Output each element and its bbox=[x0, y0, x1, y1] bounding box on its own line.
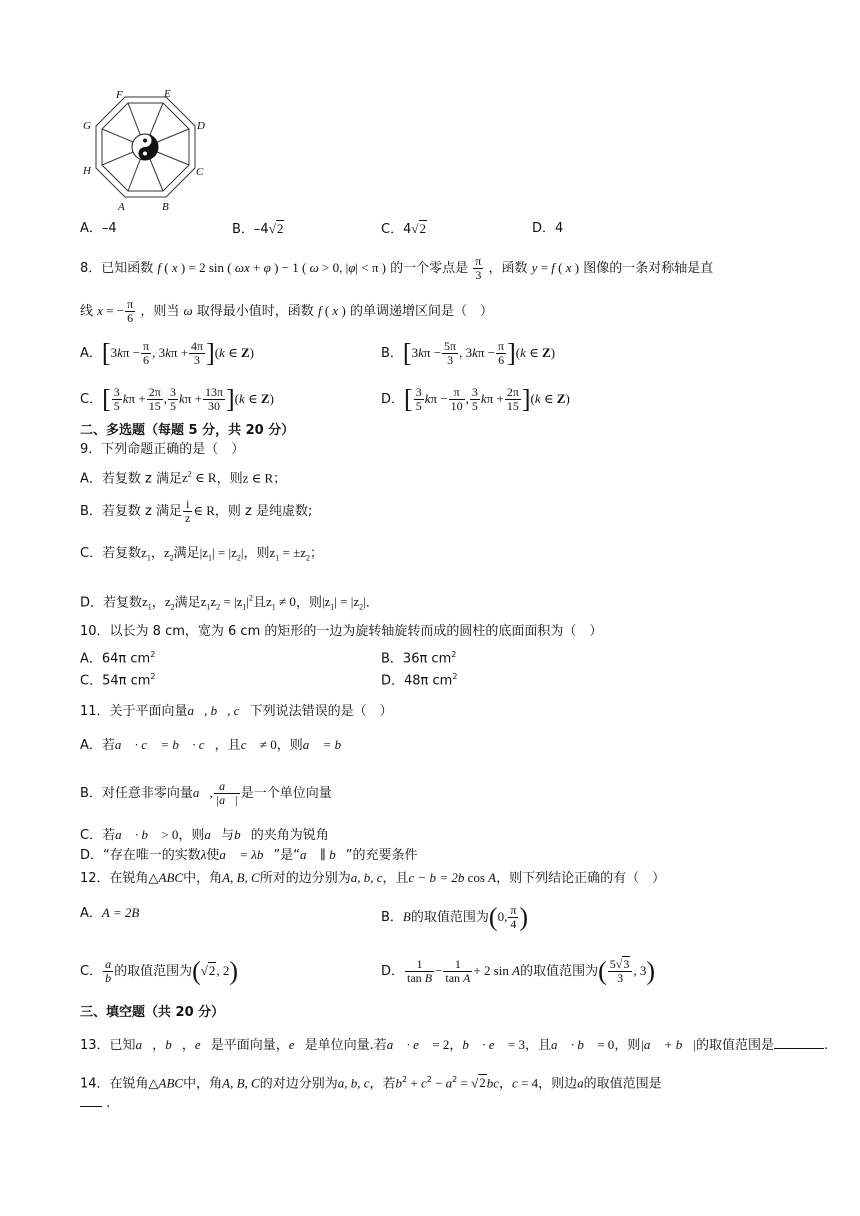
q12-t1: 12．在锐角 bbox=[80, 871, 149, 886]
q11-c-t4: 的夹角为锐角 bbox=[250, 828, 329, 843]
q11-option-d[interactable]: D．“存在唯一的实数λ使a⃗ = λb⃗”是“a⃗ ∥ b⃗”的充要条件 bbox=[80, 847, 418, 863]
q9-c-t2: ， bbox=[150, 546, 164, 561]
q12-t5: ，则下列结论正确的有（ ） bbox=[496, 871, 666, 886]
q7-b-rad: 2 bbox=[276, 221, 284, 236]
q12-b-t2: 的取值范围为 bbox=[410, 910, 489, 925]
q11-d-t4: ”的充要条件 bbox=[345, 848, 418, 863]
q12-t2: 中，角 bbox=[183, 871, 223, 886]
q8-t3: ，函数 bbox=[488, 261, 528, 276]
q7-option-c[interactable]: C．4√2 bbox=[381, 221, 426, 237]
q11-t2: 下列说法错误的是（ ） bbox=[249, 704, 393, 719]
q12-t4: ，且 bbox=[382, 871, 409, 886]
q9-b-t2: ，则 z 是纯虚数; bbox=[214, 504, 313, 519]
q8-option-d[interactable]: D．[ $\frac{3}{5}$ kπ − $\frac{\pi}{10}$ , $\frac{3}{5}$ kπ + $\frac{2\pi}{15}$ ](k ∈ Z) bbox=[381, 384, 570, 414]
q14-answer-line: . bbox=[80, 1095, 110, 1113]
q11-d-t3: ”是“ bbox=[273, 848, 301, 863]
q11-c-t1: C．若 bbox=[80, 828, 116, 843]
q9-d-t2: ， bbox=[151, 595, 165, 611]
q9-a-t1: A．若复数 z 满足 bbox=[80, 471, 182, 487]
q10-c-text: C．54π cm bbox=[80, 673, 151, 689]
label-b: B bbox=[162, 201, 169, 213]
section-multiple-choice: 二、多选题（每题 5 分，共 20 分） bbox=[80, 423, 295, 438]
q9-stem: 9．下列命题正确的是（ ） bbox=[80, 442, 245, 457]
q8-option-a[interactable]: A．[3kπ − $\frac{\pi}{6}$ , 3kπ + $\frac{4\pi}{3}$ ](k ∈ Z) bbox=[80, 338, 255, 368]
q13-t1: 13．已知 bbox=[80, 1038, 136, 1053]
q9-a-t3: ； bbox=[273, 471, 287, 487]
q8-t1: 8．已知函数 bbox=[80, 261, 154, 276]
q10-option-d[interactable]: D．48π $cm^2$ bbox=[381, 672, 458, 689]
q13-text: 13．已知a⃗，b⃗，e⃗是平面向量，e⃗是单位向量.若a⃗ · e⃗ = 2，b⃗ · e⃗ = 3，且a⃗ · b⃗ = 0，则|a⃗ + b⃗|的取值范围是 . bbox=[80, 1037, 829, 1053]
q11-b-t1: B．对任意非零向量 bbox=[80, 786, 193, 801]
q9-option-c[interactable]: C．若复数$z_1$，$z_2$满足$|z_1| = |z_2|$，则$z_1 = \pm z_2$； bbox=[80, 545, 324, 563]
q8-t2: 的一个零点是 bbox=[390, 261, 469, 276]
q10-d-text: D．48π cm bbox=[381, 673, 453, 689]
q12-c-t1: C． bbox=[80, 964, 103, 979]
q11-option-b[interactable]: B．对任意非零向量a⃗, $\frac{a⃗}{|a⃗|}$ 是一个单位向量 bbox=[80, 779, 332, 807]
q14-t2: 中，角 bbox=[183, 1076, 223, 1092]
q7-option-a[interactable]: A．–4 bbox=[80, 221, 117, 236]
q7-option-d[interactable]: D．4 bbox=[532, 221, 564, 236]
q11-a-t1: A．若 bbox=[80, 738, 115, 753]
label-d: D bbox=[197, 120, 205, 132]
q13-t4: 是平面向量， bbox=[210, 1038, 289, 1053]
q13-t9: 的取值范围是 bbox=[695, 1038, 774, 1053]
q11-a-t2: ，且 bbox=[214, 738, 241, 753]
q8-t6: ，则当 bbox=[140, 304, 180, 319]
q8-option-b[interactable]: B．[3kπ − $\frac{5\pi}{3}$ , 3kπ − $\frac{\pi}{6}$ ](k ∈ Z) bbox=[381, 338, 556, 368]
q13-t5: 是单位向量.若 bbox=[304, 1038, 387, 1053]
label-g: G bbox=[83, 120, 91, 132]
q11-option-c[interactable]: C．若a⃗ · b⃗ > 0，则a⃗与b⃗的夹角为锐角 bbox=[80, 827, 329, 843]
q9-c-t5: ； bbox=[310, 546, 324, 561]
section-fill-in: 三、填空题（共 20 分） bbox=[80, 1005, 225, 1020]
q13-t2: ， bbox=[152, 1038, 166, 1053]
q9-d-t4: 且 bbox=[253, 595, 267, 611]
q12-option-d[interactable]: D． $\frac{1}{\text{tan B}}$ − $\frac{1}{\text{tan A}}$ + 2 sin A的取值范围为( $\frac{5√3}{3}$ , 3) bbox=[381, 956, 656, 986]
q14-t7: 的取值范围是 bbox=[583, 1076, 662, 1092]
q14-text: 14．在锐角△ABC中，角A, B, C的对边分别为a, b, c，若$b^2 + c^2 - a^2 = √2bc$，c = 4，则边a的取值范围是 bbox=[80, 1075, 662, 1092]
q14-t3: 的对边分别为 bbox=[259, 1076, 338, 1092]
q11-b-t2: 是一个单位向量 bbox=[240, 786, 332, 801]
q10-b-text: B．36π cm bbox=[381, 651, 452, 667]
q8-t7: 取得最小值时，函数 bbox=[196, 304, 314, 319]
q13-t6: ， bbox=[449, 1038, 463, 1053]
label-c: C bbox=[196, 166, 204, 178]
q9-b-t1: B．若复数 z 满足 bbox=[80, 504, 183, 519]
q9-option-d[interactable]: D．若复数$z_1$，$z_2$满足$z_1z_2 = |z_1|^2$且$z_1 \ne 0$，则$|z_1| = |z_2|$． bbox=[80, 594, 379, 612]
q11-d-t1: D．“存在唯一的实数 bbox=[80, 848, 201, 863]
q10-option-a[interactable]: A．64π $cm^2$ bbox=[80, 650, 156, 667]
q8-d-label: D． bbox=[381, 392, 405, 407]
q12-stem: 12．在锐角△ABC中，角A, B, C所对的边分别为a, b, c，且c − b = 2b cos A，则下列结论正确的有（ ） bbox=[80, 870, 666, 886]
q8-t8: 的单调递增区间是（ ） bbox=[349, 304, 493, 319]
q11-stem: 11．关于平面向量a⃗, b⃗, c⃗下列说法错误的是（ ） bbox=[80, 703, 393, 719]
q8-a-label: A． bbox=[80, 346, 102, 361]
q12-d-t1: D． bbox=[381, 964, 405, 979]
octagon-taiji-figure bbox=[78, 86, 218, 216]
q8-t4: 图像的一条对称轴是直 bbox=[583, 261, 714, 276]
q12-t3: 所对的边分别为 bbox=[259, 871, 351, 886]
q9-option-b[interactable]: B．若复数 z 满足 $\frac{i}{z}$ ∈ R，则 z 是纯虚数; bbox=[80, 497, 313, 525]
q12-option-a[interactable]: A．A = 2B bbox=[80, 905, 140, 921]
q11-d-t2: 使 bbox=[206, 848, 220, 863]
q7-c-text: C．4 bbox=[381, 222, 412, 237]
q9-a-t2: ，则 bbox=[216, 471, 243, 487]
q9-c-t3: 满足 bbox=[173, 546, 200, 561]
q14-t5: ， bbox=[499, 1076, 513, 1092]
label-f: F bbox=[116, 89, 123, 101]
q8-c-label: C． bbox=[80, 392, 103, 407]
q12-option-c[interactable]: C． $\frac{a}{b}$ 的取值范围为(√2, 2) bbox=[80, 956, 239, 986]
q8-t5: 线 bbox=[80, 304, 94, 319]
q12-option-b[interactable]: B．B的取值范围为(0, $\frac{\pi}{4}$ ) bbox=[381, 902, 529, 932]
q14-t4: ，若 bbox=[369, 1076, 396, 1092]
label-a: A bbox=[118, 201, 125, 213]
q9-d-t6: ． bbox=[365, 595, 379, 611]
q8-b-label: B． bbox=[381, 346, 403, 361]
q7-option-b[interactable]: B．–4√2 bbox=[232, 221, 284, 237]
q11-a-t3: ，则 bbox=[276, 738, 303, 753]
q13-t7: ，且 bbox=[524, 1038, 551, 1053]
q8-line2: 线 x = − $\frac{\pi}{6}$ ，则当 ω 取得最小值时，函数 f ( x ) 的单调递增区间是（ ） bbox=[80, 297, 493, 325]
q14-t6: ，则边 bbox=[538, 1076, 578, 1092]
label-e: E bbox=[164, 88, 171, 100]
q12-d-t2: 的取值范围为 bbox=[520, 964, 599, 979]
q9-option-a[interactable]: A．若复数 z 满足$z^2$ ∈ R，则z ∈ R； bbox=[80, 470, 287, 487]
q11-option-a[interactable]: A．若a⃗ · c⃗ = b⃗ · c⃗，且c⃗ ≠ 0，则a⃗ = b⃗ bbox=[80, 737, 352, 753]
q9-d-t3: 满足 bbox=[174, 595, 201, 611]
q10-option-c[interactable]: C．54π $cm^2$ bbox=[80, 672, 156, 689]
q12-c-t2: 的取值范围为 bbox=[114, 964, 193, 979]
q13-t8: ，则 bbox=[614, 1038, 641, 1053]
q9-d-t5: ，则 bbox=[295, 595, 322, 611]
q11-t1: 11．关于平面向量 bbox=[80, 704, 188, 719]
q9-d-t1: D．若复数 bbox=[80, 595, 143, 611]
q9-c-t1: C．若复数 bbox=[80, 546, 142, 561]
q9-c-t4: ，则 bbox=[243, 546, 270, 561]
q13-answer-blank[interactable] bbox=[774, 1048, 824, 1049]
q12-a-t1: A． bbox=[80, 906, 102, 921]
q10-option-b[interactable]: B．36π $cm^2$ bbox=[381, 650, 457, 667]
q10-a-text: A．64π cm bbox=[80, 651, 151, 667]
q11-c-t3: 与 bbox=[221, 828, 235, 843]
q8-option-c[interactable]: C．[ $\frac{3}{5}$ kπ + $\frac{2\pi}{15}$ , $\frac{3}{5}$ kπ + $\frac{13\pi}{30}$ ](k ∈ Z) bbox=[80, 384, 274, 414]
q14-answer-blank[interactable] bbox=[80, 1106, 102, 1107]
q14-t1: 14．在锐角 bbox=[80, 1076, 149, 1092]
q10-stem: 10．以长为 8 cm，宽为 6 cm 的矩形的一边为旋转轴旋转而成的圆柱的底面面积为（ ） bbox=[80, 624, 603, 639]
q7-b-text: B．–4 bbox=[232, 222, 269, 237]
q11-c-t2: ，则 bbox=[178, 828, 205, 843]
q13-t3: ， bbox=[181, 1038, 195, 1053]
q12-b-t1: B． bbox=[381, 910, 403, 925]
q7-c-rad: 2 bbox=[419, 221, 426, 236]
label-h: H bbox=[83, 165, 91, 177]
q8-line1: 8．已知函数 f ( x ) = 2 sin ( ωx + φ ) − 1 ( ω > 0, |φ| < π ) 的一个零点是 $\frac{\pi}{3}$ ，函数 y = f ( x ) 图像的一条对称轴是直 bbox=[80, 254, 714, 282]
